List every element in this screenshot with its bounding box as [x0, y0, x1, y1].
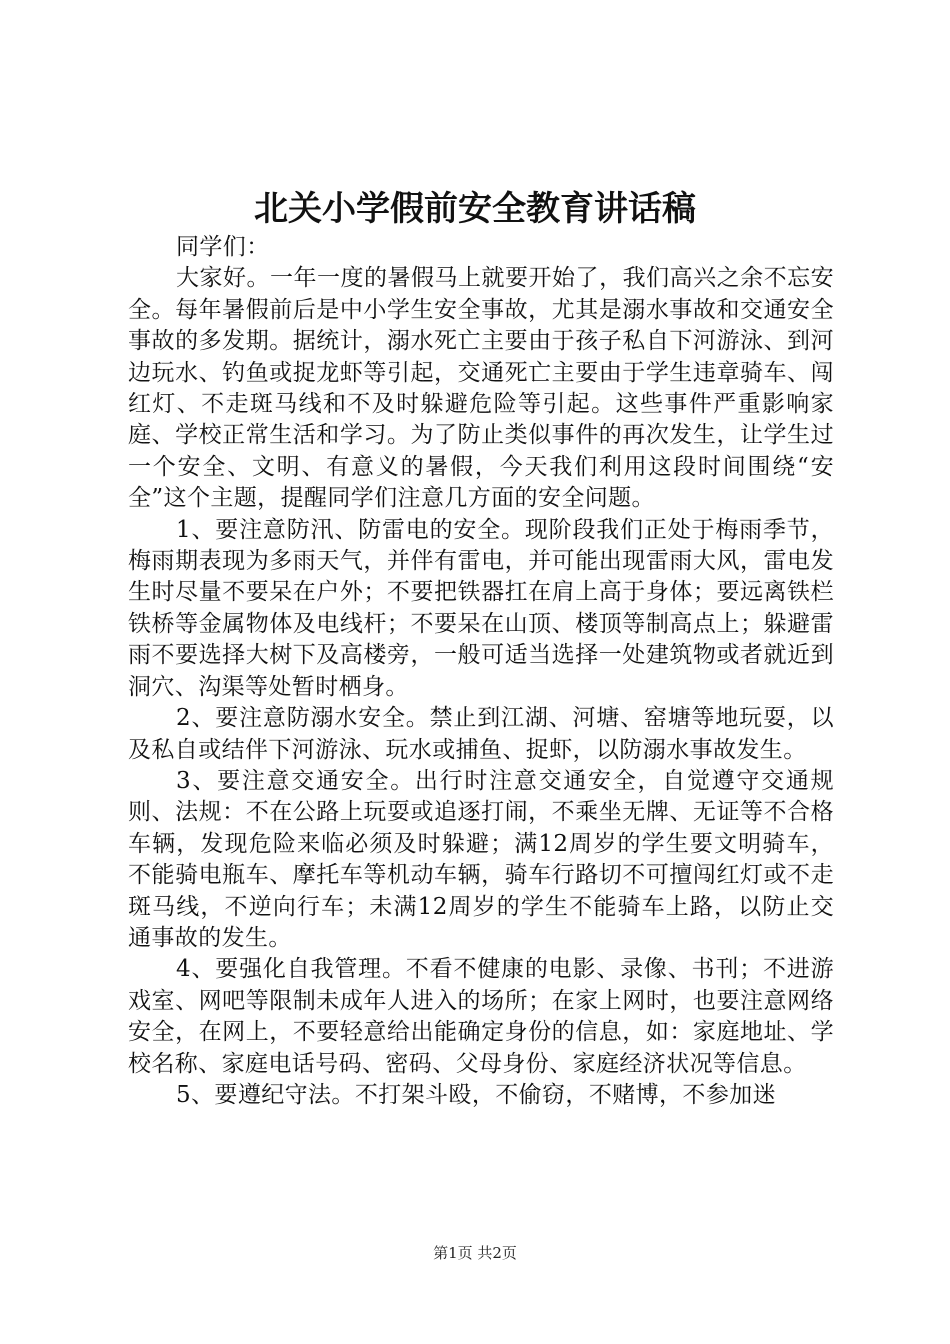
- point-2-paragraph: 2、要注意防溺水安全。禁止到江湖、河塘、窑塘等地玩耍，以及私自或结伴下河游泳、玩水或捕鱼、捉虾，以防溺水事故发生。: [128, 705, 834, 763]
- point-4-paragraph: 4、要强化自我管理。不看不健康的电影、录像、书刊；不进游戏室、网吧等限制未成年人进入的场所；在家上网时，也要注意网络安全，在网上，不要轻意给出能确定身份的信息，如：家庭地址、学校名称、家庭电话号码、密码、父母身份、家庭经济状况等信息。: [128, 956, 834, 1077]
- point-5-paragraph: 5、要遵纪守法。不打架斗殴，不偷窃，不赌博，不参加迷: [176, 1081, 777, 1108]
- intro-paragraph: 大家好。一年一度的暑假马上就要开始了，我们高兴之余不忘安全。每年暑假前后是中小学生安全事故，尤其是溺水事故和交通安全事故的多发期。据统计，溺水死亡主要由于孩子私自下河游泳、到河边玩水、钓鱼或捉龙虾等引起，交通死亡主要由于学生违章骑车、闯红灯、不走斑马线和不及时躲避危险等引起。这些事件严重影响家庭、学校正常生活和学习。为了防止类似事件的再次发生，让学生过一个安全、文明、有意义的暑假，今天我们利用这段时间围绕“安全”这个主题，提醒同学们注意几方面的安全问题。: [128, 265, 834, 512]
- greeting-paragraph: 同学们：: [176, 234, 270, 260]
- document-title: 北关小学假前安全教育讲话稿: [254, 189, 696, 229]
- point-3-paragraph: 3、要注意交通安全。出行时注意交通安全，自觉遵守交通规则、法规：不在公路上玩耍或追逐打闹，不乘坐无牌、无证等不合格车辆，发现危险来临必须及时躲避；满12周岁的学生要文明骑车，不能骑电瓶车、摩托车等机动车辆，骑车行路切不可擅闯红灯或不走斑马线，不逆向行车；未满12周岁的学生不能骑车上路，以防止交通事故的发生。: [128, 767, 834, 951]
- point-1-paragraph: 1、要注意防汛、防雷电的安全。现阶段我们正处于梅雨季节，梅雨期表现为多雨天气，并伴有雷电，并可能出现雷雨大风，雷电发生时尽量不要呆在户外；不要把铁器扛在肩上高于身体；要远离铁栏铁桥等金属物体及电线杆；不要呆在山顶、楼顶等制高点上；躲避雷雨不要选择大树下及高楼旁，一般可适当选择一处建筑物或者就近到洞穴、沟渠等处暂时栖身。: [128, 516, 834, 700]
- page-number-footer: 第1页 共2页: [433, 1244, 517, 1262]
- document-body: [128, 232, 834, 1111]
